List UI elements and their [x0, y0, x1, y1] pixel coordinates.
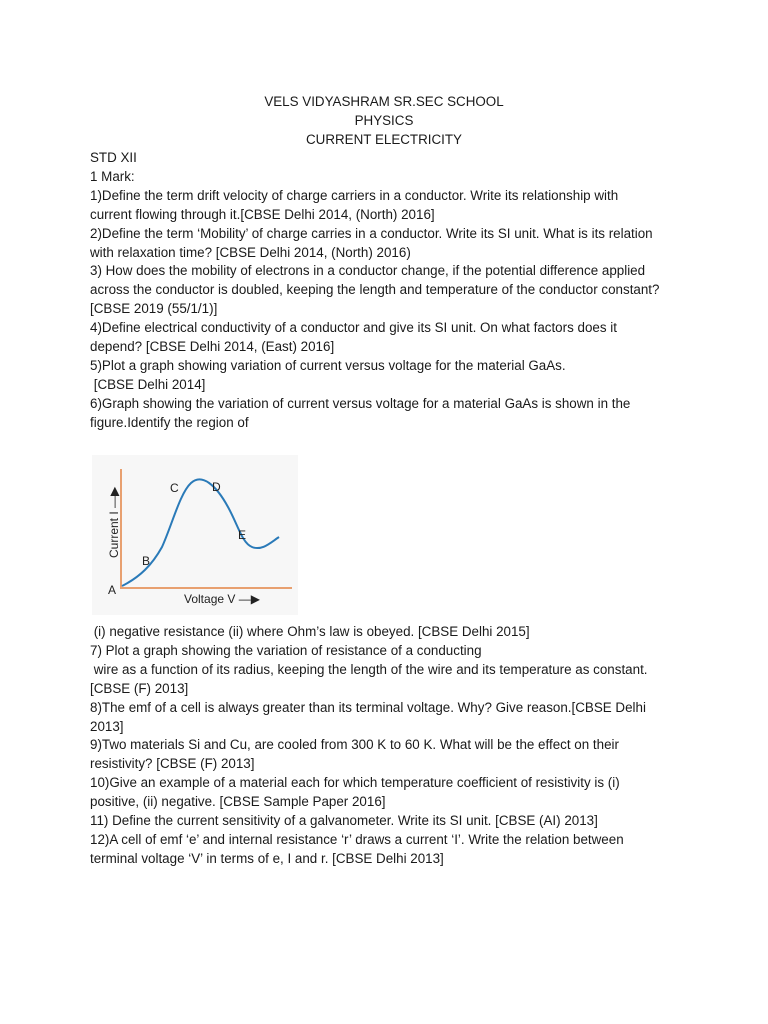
question-line: 3) How does the mobility of electrons in a conductor change, if the potential difference applied — [90, 263, 646, 279]
question-line: 9)Two materials Si and Cu, are cooled from 300 K to 60 K. What will be the effect on their — [90, 737, 619, 753]
question-line: across the conductor is doubled, keeping the length and temperature of the conductor constant? — [90, 282, 660, 298]
question-line: current flowing through it.[CBSE Delhi 2014, (North) 2016] — [90, 206, 435, 222]
y-axis-label: Current I —▶ — [107, 486, 121, 558]
point-label-d: D — [212, 480, 221, 494]
question-line: 12)A cell of emf ‘e’ and internal resistance ‘r’ draws a current ‘I’. Write the relation between — [90, 831, 624, 847]
question-line: terminal voltage ‘V’ in terms of e, I and r. [CBSE Delhi 2013] — [90, 850, 444, 866]
question-line: 1)Define the term drift velocity of charge carriers in a conductor. Write its relationship with — [90, 187, 619, 203]
question-line: positive, (ii) negative. [CBSE Sample Paper 2016] — [90, 794, 386, 810]
question-line: wire as a function of its radius, keeping the length of the wire and its temperature as constant. — [90, 661, 648, 677]
question-line: [CBSE 2019 (55/1/1)] — [90, 301, 218, 317]
iv-curve — [122, 479, 279, 586]
point-label-b: B — [142, 554, 151, 568]
question-line: depend? [CBSE Delhi 2014, (East) 2016] — [90, 339, 335, 355]
question-line: [CBSE (F) 2013] — [90, 680, 189, 696]
question-line: 4)Define electrical conductivity of a conductor and give its SI unit. On what factors does it — [90, 320, 617, 336]
question-line: (i) negative resistance (ii) where Ohm’s law is obeyed. [CBSE Delhi 2015] — [90, 624, 530, 639]
question-line: 8)The emf of a cell is always greater than its terminal voltage. Why? Give reason.[CBSE Delhi — [90, 699, 646, 715]
questions-section-top — [90, 149, 690, 433]
question-line: 10)Give an example of a material each for which temperature coefficient of resistivity is (i) — [90, 775, 620, 791]
question-line: 5)Plot a graph showing variation of current versus voltage for the material GaAs. — [90, 357, 566, 373]
question-line: 11) Define the current sensitivity of a galvanometer. Write its SI unit. [CBSE (AI) 2013] — [90, 813, 598, 829]
question-line: [CBSE Delhi 2014] — [90, 376, 206, 392]
question-line: with relaxation time? [CBSE Delhi 2014, (North) 2016) — [90, 244, 411, 260]
question-line: 7) Plot a graph showing the variation of resistance of a conducting — [90, 642, 482, 658]
chapter-title: CURRENT ELECTRICITY — [306, 132, 462, 147]
question-line: 2013] — [90, 718, 124, 734]
marks-label: 1 Mark: — [90, 168, 135, 184]
question-line: 6)Graph showing the variation of current versus voltage for a material GaAs is shown in the — [90, 395, 631, 411]
subject-title: PHYSICS — [354, 113, 414, 128]
school-name: VELS VIDYASHRAM SR.SEC SCHOOL — [264, 94, 504, 109]
std-label: STD XII — [90, 150, 137, 165]
x-axis-label: Voltage V —▶ — [184, 592, 260, 606]
question-line: 2)Define the term ‘Mobility’ of charge carries in a conductor. Write its SI unit. What is its relation — [90, 225, 653, 241]
current-voltage-graph — [92, 455, 298, 615]
question-line: resistivity? [CBSE (F) 2013] — [90, 756, 255, 772]
point-label-a: A — [107, 583, 116, 597]
questions-section-bottom — [90, 623, 690, 869]
graph-svg — [92, 455, 298, 615]
point-label-c: C — [170, 481, 179, 495]
point-label-e: E — [238, 528, 247, 542]
question-line: figure.Identify the region of — [90, 414, 249, 430]
